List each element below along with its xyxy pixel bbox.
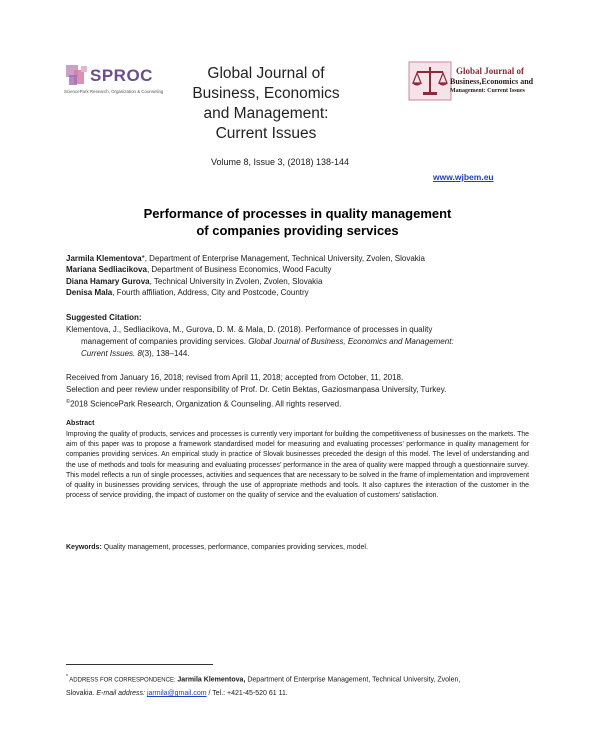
author-name: Denisa Mala — [66, 288, 113, 298]
citation-text — [66, 324, 536, 360]
keywords-text: Quality management, processes, performance, companies providing services, model. — [101, 544, 368, 551]
sproc-logo — [64, 63, 178, 97]
citation-line2-plain: management of companies providing services. — [81, 337, 249, 346]
received-info — [66, 372, 541, 411]
author-affiliation: , Fourth affiliation, Address, City and Postcode, Country — [112, 288, 309, 298]
footnote-line2 — [66, 687, 536, 700]
copyright-text: 2018 SciencePark Research, Organization & Counseling. All rights reserved. — [70, 399, 342, 409]
footnote-mark: * — [66, 674, 68, 680]
email-link[interactable]: jarmila@gmail.com — [146, 690, 207, 698]
footnote-prefix: ADDRESS FOR CORRESPONDENCE: — [67, 677, 178, 684]
author-entry — [66, 276, 425, 287]
footnote-line1 — [66, 671, 536, 687]
journal-logo-line1: Global Journal of — [456, 66, 525, 76]
scales-icon — [408, 61, 452, 101]
author-entry — [66, 287, 425, 298]
copyright-mark: © — [66, 399, 71, 405]
received-dates: Received from January 16, 2018; revised from April 11, 2018; accepted from October, 11, 2018. — [66, 373, 404, 382]
paper-title-line2: of companies providing services — [196, 223, 399, 238]
author-entry — [66, 253, 425, 264]
citation-line3 — [66, 348, 536, 360]
keywords — [66, 544, 536, 551]
abstract-text: Improving the quality of products, services and processes is currently very important for building the competitiveness of businesses on the markets. The aim of this paper was to propose a framework standardised model for measuring and evaluating processes’ performance in quality management for companies providing services. An empirical study in practice of Slovak businesses preceded the design of this model. The level of understanding and the use of methods and tools for measuring and evaluating processes’ performance in the area of quality were mapped through a questionnaire survey. This model reflects a run of single processes, activities and sequences that are necessary to be solved in the frame of implementation and improvement of quality in businesses providing services, through the use of appropriate methods and tools. It also captures the interaction of the customer in the process of service providing, the impact of customer on the quality of service and the evaluation of customers’ satisfaction. — [66, 431, 529, 500]
author-name: Mariana Sedliacikova — [66, 265, 147, 275]
journal-logo-line2: Business,Economics and — [450, 77, 534, 86]
citation-line1: Klementova, J., Sedliacikova, M., Gurova, D. M. & Mala, D. (2018). Performance of processes in quality — [66, 325, 433, 334]
footnote — [66, 671, 536, 700]
author-list — [66, 253, 425, 299]
paper-title-line1: Performance of processes in quality management — [143, 206, 452, 221]
footnote-country: Slovakia. — [66, 690, 97, 698]
sproc-logo-tagline: SciencePark Research, Organization & Counseling — [64, 89, 164, 94]
author-affiliation: , Department of Business Economics, Wood Faculty — [146, 265, 332, 275]
copyright-line — [66, 396, 541, 411]
footnote-divider — [66, 664, 213, 665]
author-name: Diana Hamary Gurova — [66, 276, 150, 286]
author-affiliation: , Department of Enterprise Management, Technical University, Zvolen, Slovakia — [144, 254, 425, 263]
citation-line3-plain: (3), 138–144. — [141, 349, 190, 358]
footnote-email-label: E-mail address: — [96, 690, 147, 698]
author-affiliation: , Technical University in Zvolen, Zvolen, Slovakia — [149, 276, 323, 286]
citation-heading: Suggested Citation: — [66, 313, 142, 322]
author-name: Jarmila Klementova — [66, 254, 142, 263]
footnote-tel: / Tel.: +421-45-520 61 11. — [206, 690, 288, 698]
citation-line3-italic: Current Issues. 8 — [81, 349, 142, 358]
author-entry — [66, 264, 425, 275]
paper-title — [80, 205, 515, 239]
footnote-name: Jarmila Klementova, — [177, 676, 246, 684]
sproc-logo-wordmark: SPROC — [90, 66, 153, 85]
citation-line2 — [66, 336, 536, 348]
volume-info: Volume 8, Issue 3, (2018) 138-144 — [210, 157, 350, 167]
abstract-heading: Abstract — [66, 420, 95, 427]
footnote-affiliation: Department of Enterprise Management, Technical University, Zvolen, — [245, 676, 461, 684]
journal-logo — [408, 61, 538, 101]
author-mark: * — [141, 254, 145, 263]
journal-logo-line3: Management: Current Issues — [450, 88, 525, 94]
keywords-label: Keywords: — [66, 544, 102, 551]
citation-line2-italic: Global Journal of Business, Economics and Management: — [248, 337, 454, 346]
website-link[interactable]: www.wjbem.eu — [433, 172, 494, 182]
journal-title: Global Journal of Business, Economics and Management: Current Issues — [192, 65, 340, 142]
peer-review-note: Selection and peer review under responsibility of Prof. Dr. Cetin Bektas, Gaziosmanpasa University, Turkey. — [66, 385, 447, 394]
